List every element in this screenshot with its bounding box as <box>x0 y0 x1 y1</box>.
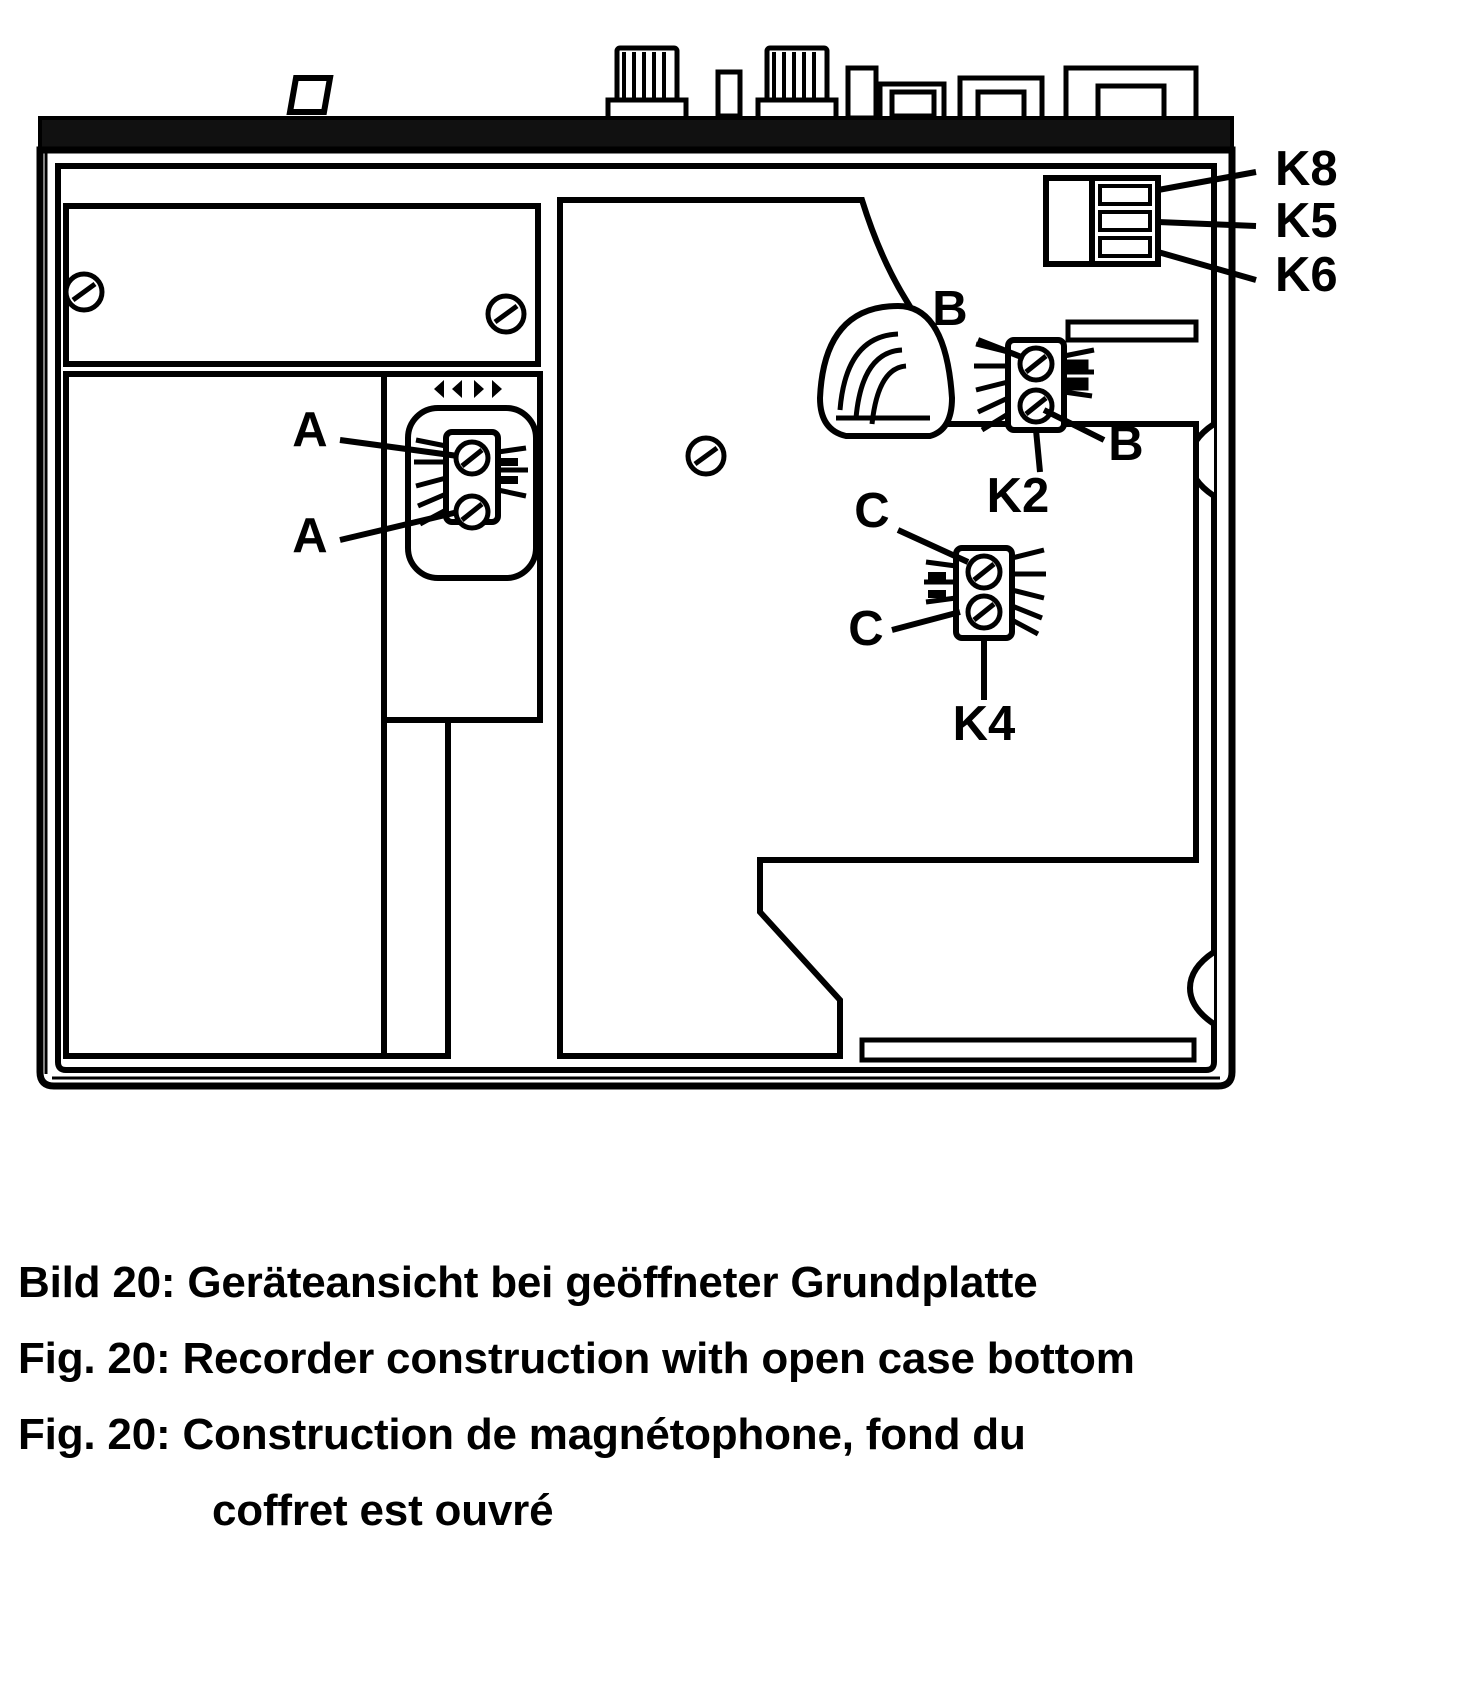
caption-line-fr-1: Fig. 20: Construction de magnétophone, fond du <box>18 1410 1026 1459</box>
callout-label-a-top: A <box>292 403 328 457</box>
caption-line-de: Bild 20: Geräteansicht bei geöffneter Grundplatte <box>18 1258 1038 1307</box>
callout-label-c-bottom: C <box>848 602 884 656</box>
callout-label-k2: K2 <box>986 469 1050 523</box>
screw-3 <box>688 438 724 474</box>
caption-line-en: Fig. 20: Recorder construction with open case bottom <box>18 1334 1135 1383</box>
callout-label-b-top: B <box>932 282 968 336</box>
callout-label-k8: K8 <box>1275 142 1338 196</box>
caption-line-fr-2: coffret est ouvré <box>212 1486 554 1535</box>
figure-caption <box>0 1258 1484 1536</box>
screw-2 <box>488 296 524 332</box>
screw-1 <box>66 274 102 310</box>
callout-label-b-bottom: B <box>1108 417 1144 471</box>
callout-label-k4: K4 <box>952 697 1016 751</box>
top-edge-hardware <box>290 48 1196 120</box>
callout-label-k6: K6 <box>1275 248 1338 302</box>
callout-label-a-bottom: A <box>292 509 328 563</box>
upper-left-compartment <box>66 206 538 364</box>
callout-label-k5: K5 <box>1275 194 1338 248</box>
callout-label-c-top: C <box>854 484 890 538</box>
